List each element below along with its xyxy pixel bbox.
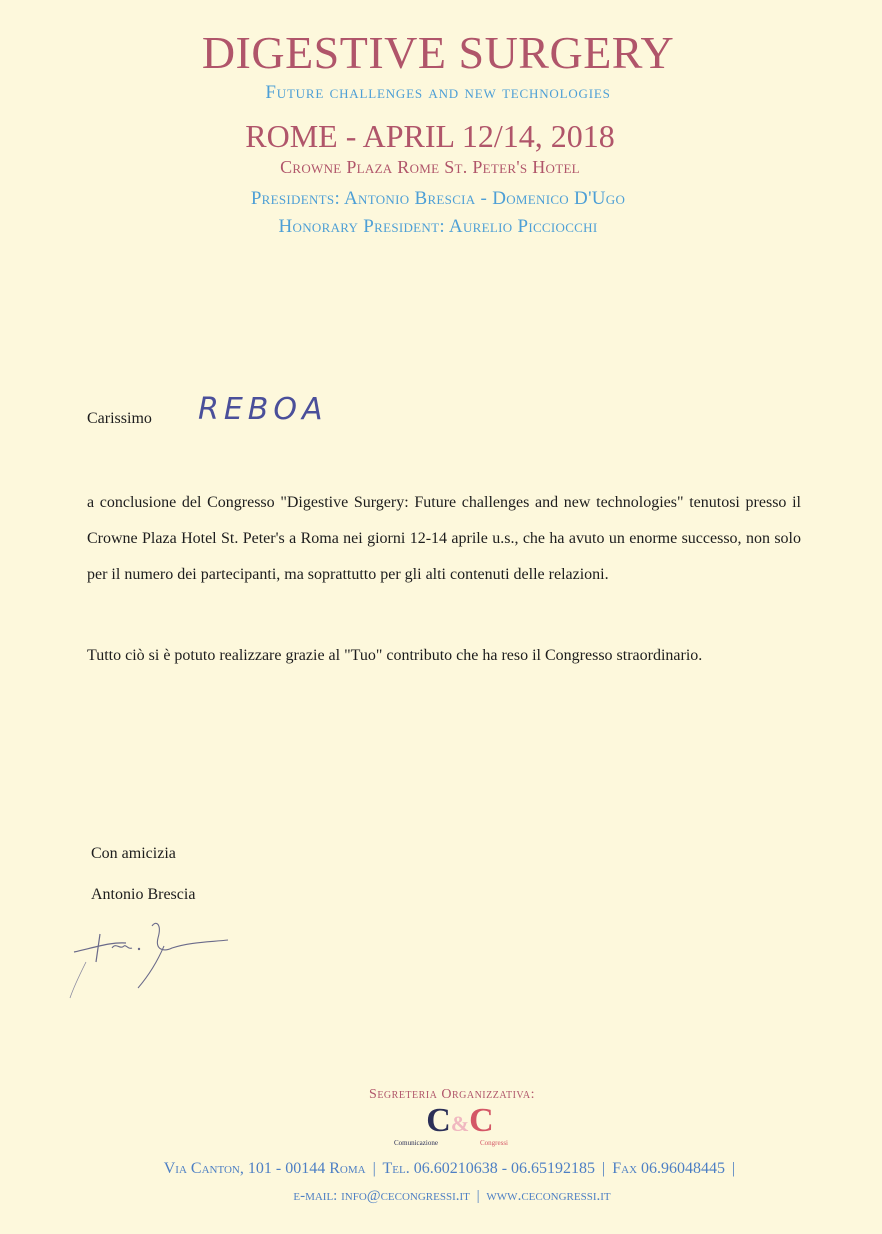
footer-tel: Tel. 06.60210638 - 06.65192185 [382,1160,596,1177]
handwritten-signature [60,912,240,1004]
footer-fax: Fax 06.96048445 [612,1160,726,1177]
closing: Con amicizia [91,845,176,862]
handwritten-recipient: REBOA [198,392,328,427]
logo-letter-right: C [469,1102,494,1139]
cec-logo [390,1104,530,1150]
congress-presidents: Presidents: Antonio Brescia - Domenico D'Ugo [250,188,626,209]
signer-name: Antonio Brescia [91,886,196,903]
logo-word-left: Comunicazione [394,1139,438,1147]
footer-contact-line [0,1160,882,1178]
salutation: Carissimo [87,410,152,427]
logo-mark [390,1104,530,1138]
congress-venue: Crowne Plaza Rome St. Peter's Hotel [280,157,580,177]
separator: | [476,1188,480,1204]
footer-email: e-mail: info@cecongressi.it [293,1188,470,1204]
separator: | [372,1160,376,1177]
letter-paragraph-2: Tutto ciò si è potuto realizzare grazie al "Tuo" contributo che ha reso il Congresso straordinario. [87,647,703,664]
logo-ampersand: & [450,1111,470,1136]
congress-date: ROME - APRIL 12/14, 2018 [245,118,615,154]
congress-title: DIGESTIVE SURGERY [201,27,675,78]
footer-web-line [0,1188,882,1205]
letter-paragraph-1: a conclusione del Congresso "Digestive Surgery: Future challenges and new technologies" tenutosi presso il Crowne Plaza Hotel St. Peter's a Roma nei giorni 12-14 aprile u.s., che ha avuto un enorme successo, non solo per il numero dei partecipanti, ma soprattutto per gli alti contenuti delle relazioni. [87,494,801,583]
separator: | [602,1160,606,1177]
congress-subtitle: Future challenges and new technologies [265,82,611,103]
footer-address: Via Canton, 101 - 00144 Roma [163,1160,366,1177]
logo-word-right: Congressi [480,1139,508,1147]
honorary-president: Honorary President: Aurelio Picciocchi [278,216,598,237]
footer-website: www.cecongressi.it [486,1188,611,1204]
separator: | [732,1160,736,1177]
logo-letter-left: C [426,1102,451,1139]
organizing-secretariat-label: Segreteria Organizzativa: [369,1087,535,1102]
